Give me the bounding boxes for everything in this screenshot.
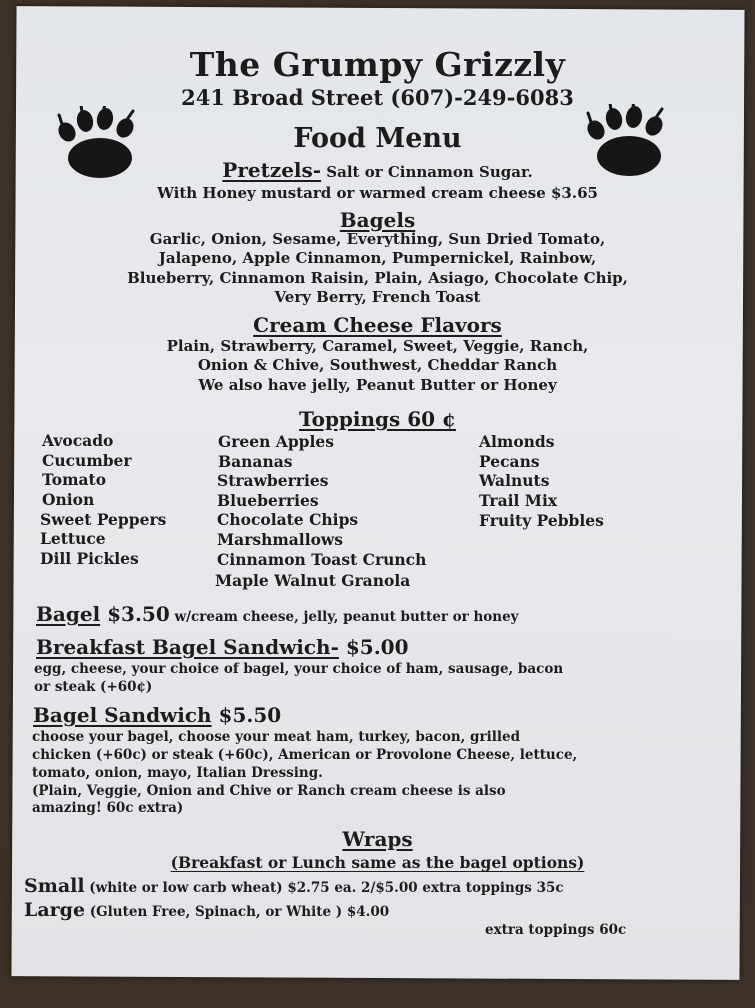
- topping-item: Strawberries: [217, 471, 329, 490]
- topping-item: Chocolate Chips: [217, 510, 359, 529]
- bagels-line: Garlic, Onion, Sesame, Everything, Sun Dried Tomato,: [149, 230, 606, 248]
- bagel-sandwich-title: [33, 705, 281, 725]
- wraps-small-desc: (white or low carb wheat) $2.75 ea. 2/$5.00 extra toppings 35c: [84, 880, 564, 896]
- wraps-small-label: Small: [24, 875, 85, 897]
- bagel-sandwich-desc: chicken (+60c) or steak (+60c), American or Provolone Cheese, lettuce,: [32, 747, 578, 763]
- wraps-extra-toppings: extra toppings 60c: [485, 922, 627, 938]
- breakfast-sandwich-price: $5.00: [338, 635, 409, 659]
- wraps-large-line: [24, 901, 389, 920]
- breakfast-sandwich-desc: egg, cheese, your choice of bagel, your choice of ham, sausage, bacon: [34, 661, 564, 677]
- topping-item: Trail Mix: [479, 491, 558, 510]
- wraps-large-label: Large: [24, 899, 86, 921]
- pretzels-label: Pretzels-: [222, 158, 322, 182]
- bagel-line: [36, 604, 519, 625]
- cream-cheese-line: Plain, Strawberry, Caramel, Sweet, Veggie, Ranch,: [166, 337, 589, 355]
- topping-item: Fruity Pebbles: [479, 511, 604, 530]
- bagel-label: Bagel: [36, 602, 101, 626]
- topping-item: Tomato: [42, 470, 107, 489]
- bagels-line: Blueberry, Cinnamon Raisin, Plain, Asiago, Chocolate Chip,: [127, 269, 628, 287]
- topping-item: Walnuts: [479, 471, 550, 490]
- breakfast-sandwich-title: [36, 637, 409, 657]
- topping-item: Dill Pickles: [40, 549, 139, 568]
- menu-title: Food Menu: [293, 123, 462, 154]
- topping-item: Onion: [42, 490, 95, 509]
- topping-item: Cucumber: [42, 451, 132, 470]
- cream-cheese-line: We also have jelly, Peanut Butter or Honey: [198, 376, 557, 394]
- topping-item: Maple Walnut Granola: [215, 571, 411, 590]
- pretzels-detail: With Honey mustard or warmed cream cheese $3.65: [157, 184, 598, 202]
- topping-item: Cinnamon Toast Crunch: [217, 550, 427, 569]
- topping-item: Green Apples: [218, 432, 334, 451]
- topping-item: Blueberries: [217, 491, 319, 510]
- topping-item: Almonds: [479, 432, 555, 451]
- topping-item: Pecans: [479, 452, 540, 471]
- wraps-subheading: (Breakfast or Lunch same as the bagel options): [170, 853, 585, 872]
- topping-item: Marshmallows: [217, 530, 343, 549]
- wraps-large-desc: (Gluten Free, Spinach, or White ) $4.00: [85, 904, 390, 920]
- topping-item: Avocado: [42, 431, 114, 450]
- wraps-heading: Wraps: [342, 827, 413, 851]
- breakfast-sandwich-desc: or steak (+60¢): [34, 679, 153, 695]
- pretzels-line: [0, 160, 755, 180]
- bagel-sandwich-desc: (Plain, Veggie, Onion and Chive or Ranch cream cheese is also: [32, 783, 506, 799]
- bagel-sandwich-desc: choose your bagel, choose your meat ham, turkey, bacon, grilled: [32, 729, 521, 745]
- toppings-heading: Toppings 60 ¢: [299, 407, 456, 431]
- bagel-sandwich-label: Bagel Sandwich: [33, 703, 212, 727]
- cream-cheese-heading: Cream Cheese Flavors: [253, 313, 502, 337]
- bagel-sandwich-price: $5.50: [211, 703, 282, 727]
- topping-item: Bananas: [218, 452, 293, 471]
- pretzels-flavors: Salt or Cinnamon Sugar.: [321, 163, 533, 181]
- bagel-sandwich-desc: tomato, onion, mayo, Italian Dressing.: [32, 765, 323, 781]
- bagels-line: Jalapeno, Apple Cinnamon, Pumpernickel, Rainbow,: [158, 249, 597, 267]
- bagel-price: $3.50: [100, 602, 170, 626]
- topping-item: Lettuce: [40, 529, 106, 548]
- bagel-sandwich-desc: amazing! 60c extra): [32, 800, 184, 816]
- breakfast-sandwich-label: Breakfast Bagel Sandwich-: [36, 635, 339, 659]
- wraps-small-line: [24, 877, 564, 896]
- cream-cheese-line: Onion & Chive, Southwest, Cheddar Ranch: [197, 356, 558, 374]
- topping-item: Sweet Peppers: [40, 510, 167, 529]
- bagels-heading: Bagels: [339, 208, 416, 232]
- bagels-line: Very Berry, French Toast: [274, 288, 481, 306]
- restaurant-name: The Grumpy Grizzly: [189, 45, 566, 84]
- address-phone: 241 Broad Street (607)-249-6083: [181, 85, 574, 110]
- bagel-desc: w/cream cheese, jelly, peanut butter or honey: [169, 609, 519, 625]
